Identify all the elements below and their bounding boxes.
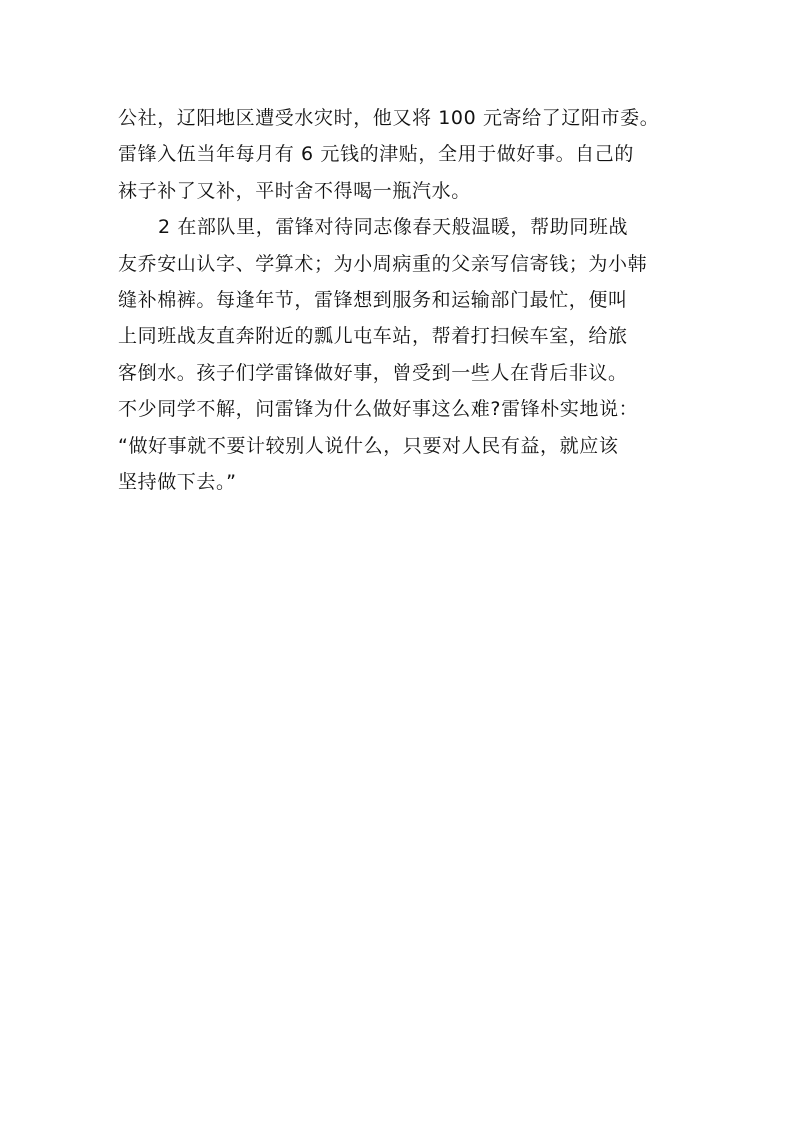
text-line: 上同班战友直奔附近的瓢儿屯车站，帮着打扫候车室，给旅 [118,325,628,348]
quote-line: 坚持做下去。” [118,470,237,493]
text-line: 公社，辽阳地区遭受水灾时，他又将 100 元寄给了辽阳市委。 [118,107,660,129]
paragraph-start-line: 2 在部队里，雷锋对待同志像春天般温暖，帮助同班战 [158,216,629,239]
body-text [118,100,718,500]
text-line: 客倒水。孩子们学雷锋做好事，曾受到一些人在背后非议。 [118,361,628,384]
text-line: 友乔安山认字、学算术；为小周病重的父亲写信寄钱；为小韩 [118,252,648,275]
text-line: 袜子补了又补，平时舍不得喝一瓶汽水。 [118,179,471,202]
text-line: 缝补棉裤。每逢年节，雷锋想到服务和运输部门最忙，便叫 [118,288,628,311]
text-line: 不少同学不解，问雷锋为什么做好事这么难?雷锋朴实地说： [118,398,639,421]
text-line: 雷锋入伍当年每月有 6 元钱的津贴，全用于做好事。自己的 [118,143,634,166]
quote-line: “做好事就不要计较别人说什么，只要对人民有益，就应该 [118,434,619,457]
